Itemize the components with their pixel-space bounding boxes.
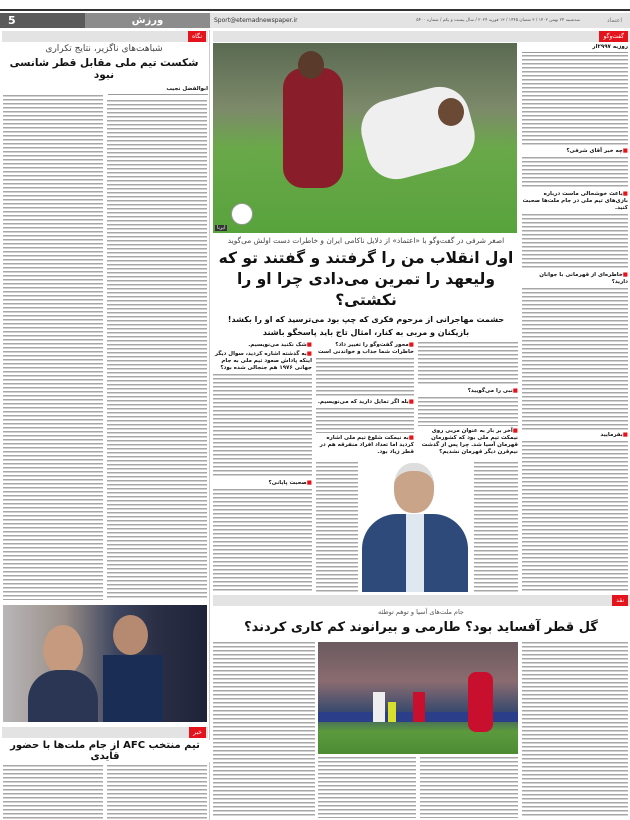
article-column [522, 642, 628, 818]
newspaper-logo: اعتماد [606, 17, 622, 24]
section-bar [213, 595, 630, 606]
article-column [418, 342, 518, 386]
left-bottom-block [0, 740, 210, 820]
interviewee-photo [358, 459, 472, 592]
left-top-header [0, 44, 208, 95]
headline[interactable]: گل قطر آفساید بود؟ طارمی و بیرانوند کم کاری کردند؟ [212, 619, 630, 637]
article-column [522, 214, 628, 270]
section-title: ورزش [85, 13, 210, 28]
article-column [318, 757, 416, 818]
question: ■به نیمکت شلوغ تیم ملی اشاره کردید اما تعداد افراد منفرقه هم در قطر زیاد بود. [316, 435, 414, 456]
section-bar [213, 31, 630, 42]
article-column [522, 288, 628, 429]
page-number: 5 [0, 13, 85, 28]
match-photo [213, 43, 517, 233]
article-column [3, 765, 103, 820]
interview-right-column [522, 44, 628, 592]
headline-line: ولیعهد را تمرین می‌دادی چرا او را نکشتی؟ [237, 270, 495, 309]
article-column [420, 757, 518, 818]
body-column [418, 342, 518, 456]
body-column [316, 342, 414, 456]
author-name: ابوالفضل نجیب [108, 86, 208, 95]
goal-celebration-photo [318, 642, 518, 754]
headline-line: اول انقلاب من را گرفتند و گفتند تو که [218, 249, 514, 267]
article-column [107, 100, 207, 600]
question: ■محور گفت‌وگو را تغییر داد؟ خاطرات شما جذاب و خواندنی است [317, 342, 414, 355]
section-bar [2, 727, 208, 738]
article-column [316, 408, 414, 433]
question: ■چه خبر آقای شرفی؟ [522, 148, 628, 155]
kicker: اصغر شرفی در گفت‌وگو با «اعتماد» از دلایل ناکامی ایران و خاطرات دست اولش می‌گوید [212, 236, 520, 246]
article-column [316, 462, 358, 592]
question: ■به گذشته اشاره کردید، سوال دیگر اینکه پاداش صعود تیم ملی به جام جهانی ۱۹۷۶ هم جنجالی شده بود؟ [214, 351, 312, 371]
article-column [522, 441, 628, 592]
section-bar [2, 31, 208, 42]
question: ■بله اگر تمایل دارید که می‌نویسیم. [317, 399, 414, 405]
kicker: جام ملت‌های آسیا و توهم توطئه [212, 608, 630, 617]
section-tag: نگاه [188, 31, 206, 42]
article-column [3, 95, 103, 600]
article-column [107, 765, 207, 820]
main-headline[interactable] [212, 248, 520, 311]
interview-body [212, 342, 520, 592]
section-tag: خبر [189, 727, 206, 738]
question: ■باعث خوشحالی ماست درباره بازی‌های تیم ملی در جام ملت‌ها صحبت کنید. [522, 190, 628, 211]
headline[interactable]: تیم منتخب AFC از جام ملت‌ها با حضور قایدی [0, 740, 210, 762]
question: ■شک نکنید می‌نویسیم. [213, 342, 312, 349]
top-rule [0, 9, 630, 11]
photo-credit: ایرنا [217, 225, 226, 231]
article-columns [0, 765, 210, 820]
article-column [522, 157, 628, 188]
question: ■آخر بر بار به عنوان مربی روی نیمکت تیم ملی بود که کشورمان قهرمان آسیا شد. چرا پس از گذشت نیم‌قرن دیگر قهرمان نشدیم؟ [418, 428, 518, 456]
team-photo [3, 605, 207, 722]
article-column [213, 374, 312, 478]
article-column [418, 397, 518, 427]
question: ■خاطره‌ای از قهرمانی با جوانان دارید؟ [522, 272, 628, 286]
dateline: سه‌شنبه ۲۴ بهمن ۱۴۰۲ / ۳ شعبان ۱۴۴۵ / ۱۳ فوریه ۲۰۲۴ / سال بیست و یکم / شماره ۵۴۰۰ [416, 18, 580, 23]
deck: حشمت مهاجرانی از مرحوم فکری که چپ بود می‌ترسید که او را بکشد! [212, 314, 520, 325]
section-tag: گفت‌وگو [599, 31, 628, 42]
body-column [213, 342, 312, 592]
section-tag: نقد [612, 595, 628, 606]
article-column [474, 462, 518, 592]
question: ■بفرمایید [522, 432, 628, 439]
email-link[interactable]: Sport@etemadnewspaper.ir [214, 17, 298, 24]
question: ■صحبت پایانی؟ [213, 480, 312, 487]
interview-main [212, 236, 520, 592]
kicker: شباهت‌های ناگزیر، نتایج تکراری [0, 44, 208, 54]
headline[interactable]: شکست تیم ملی مقابل قطر شانسی نبود [0, 57, 208, 81]
column-divider [209, 30, 210, 820]
article-column [316, 358, 414, 397]
author-name: روزبه ۲۹۹۷ار [522, 44, 628, 53]
article-column [213, 642, 315, 818]
article-column [213, 489, 312, 593]
article-column [522, 55, 628, 146]
question: ■نبی را می‌گویید؟ [418, 388, 518, 395]
deck: بازیکنان و مربی به کنار، امثال تاج باید پاسخگو باشند [212, 327, 520, 338]
